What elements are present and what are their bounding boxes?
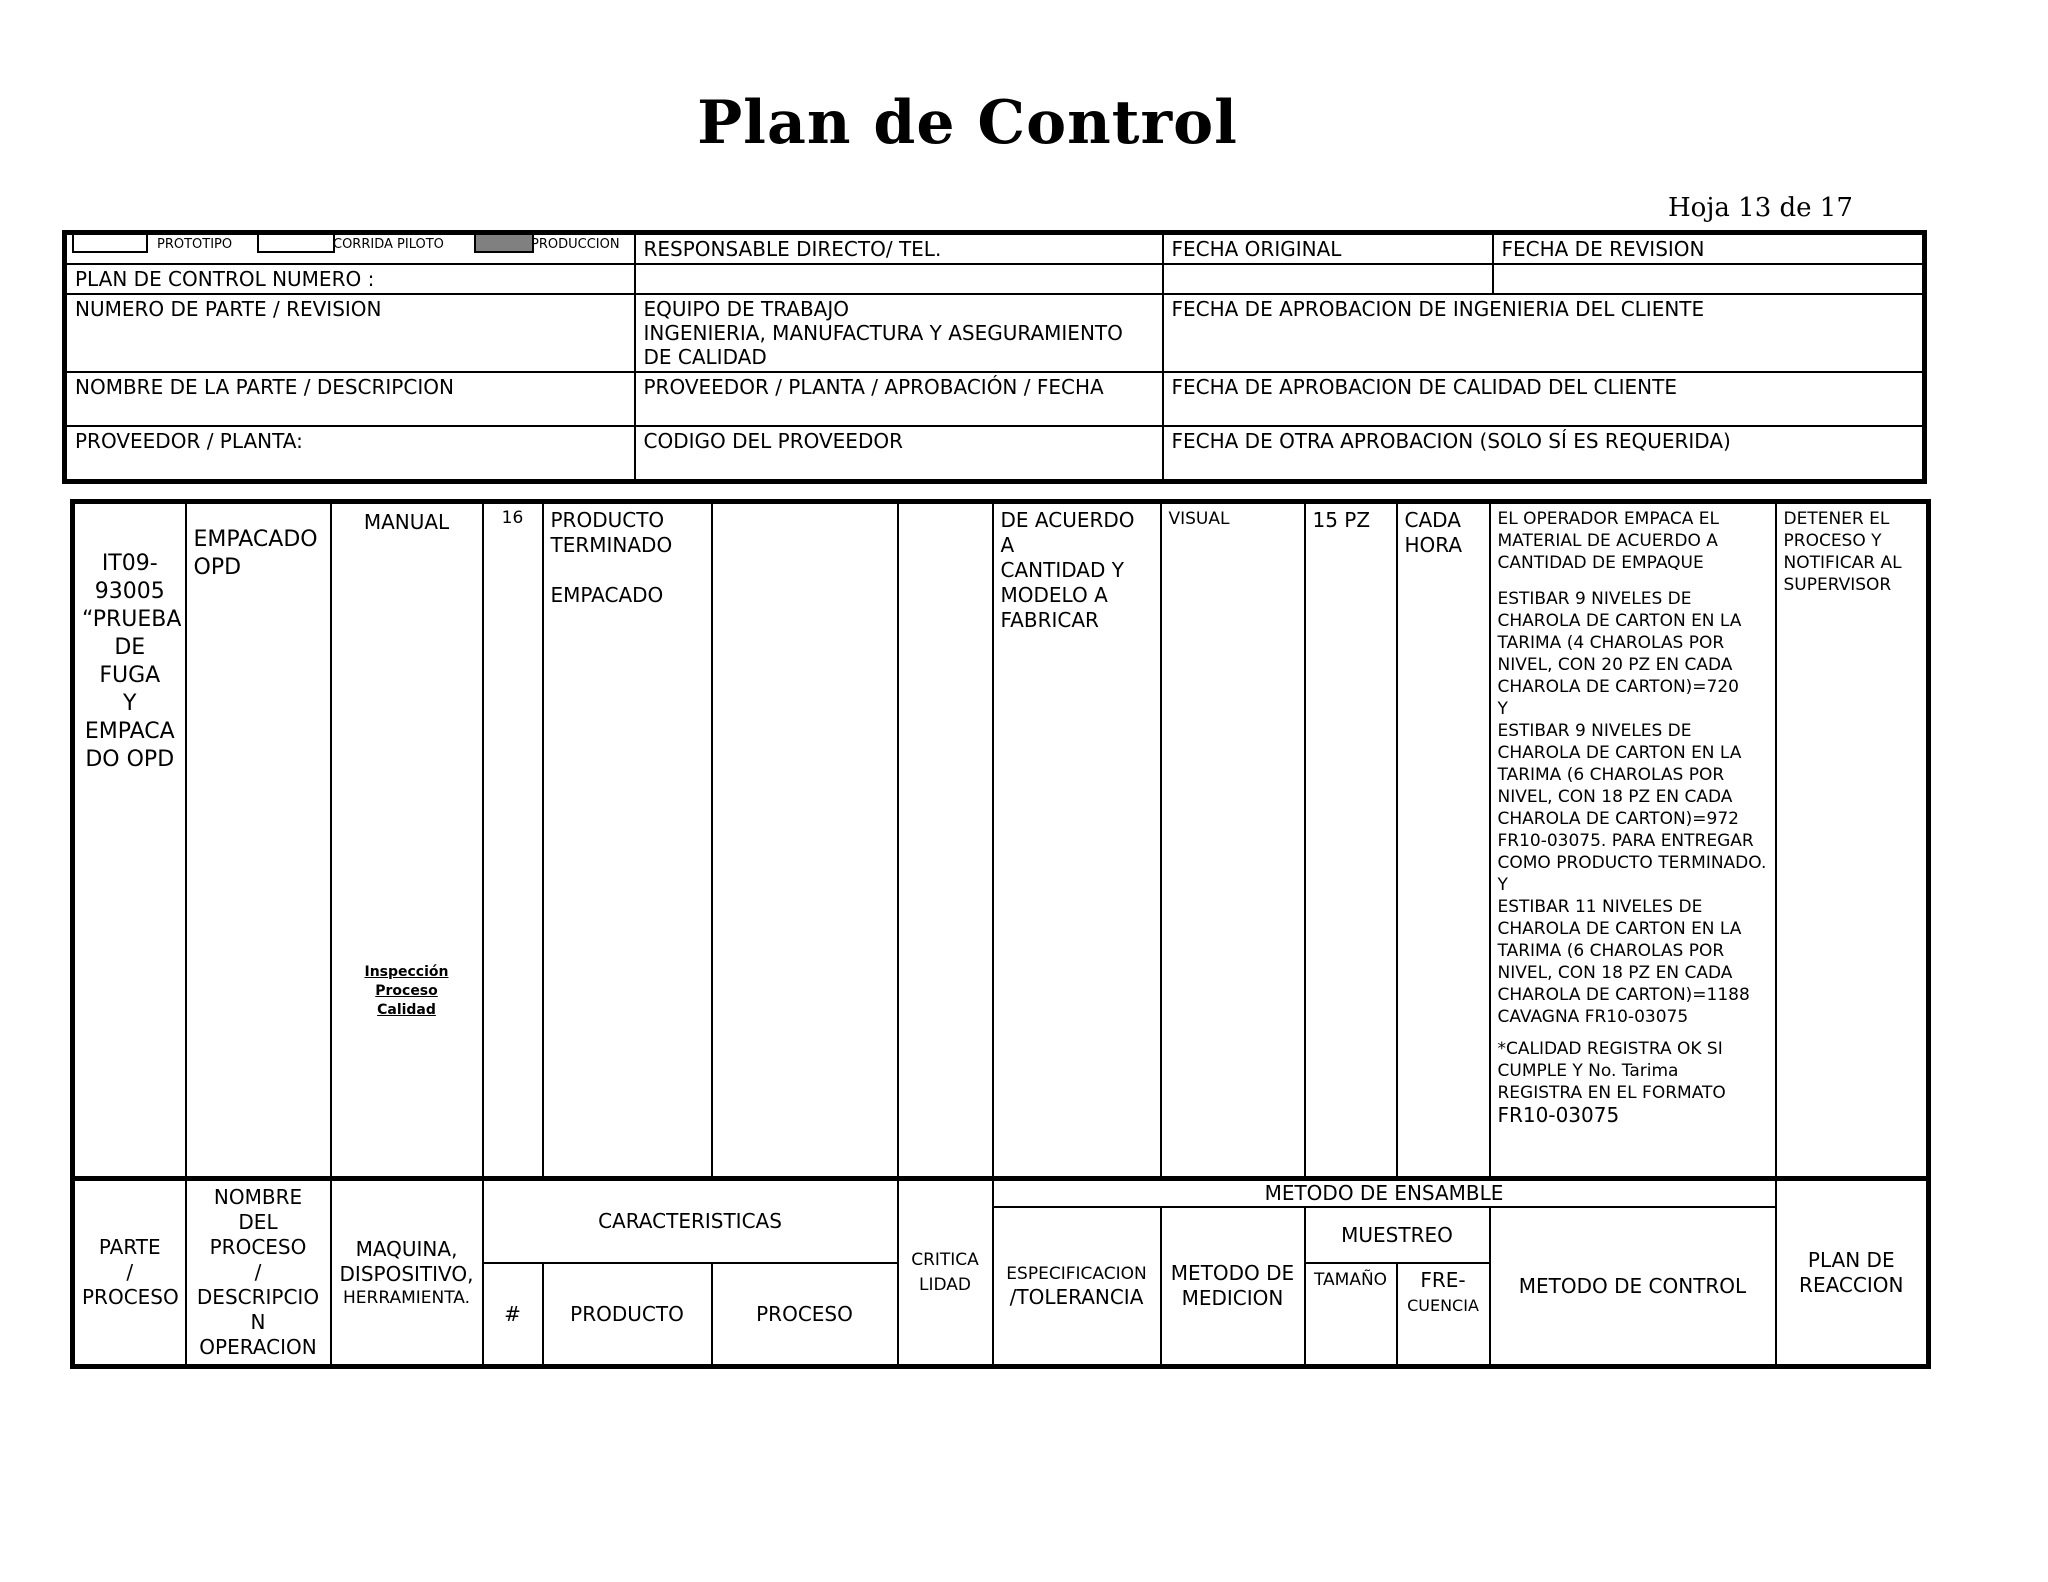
production-checkbox[interactable] (474, 235, 534, 253)
col-especificacion (993, 1207, 1161, 1367)
fecha-original-value (1163, 264, 1493, 294)
metodo-medicion-value: VISUAL (1161, 502, 1305, 1179)
sheet-number: Hoja 13 de 17 (1668, 193, 1853, 223)
metodo-control-text-1: EL OPERADOR EMPACA EL MATERIAL DE ACUERDO A CANTIDAD DE EMPAQUE (1497, 509, 1719, 573)
col-nombre-proceso: NOMBRE DEL PROCESO / DESCRIPCIO N OPERACION (186, 1179, 331, 1367)
production-label: PRODUCCION (531, 237, 620, 252)
tamano-value: 15 PZ (1305, 502, 1397, 1179)
metodo-control-cell (1490, 502, 1776, 1179)
col-frecuencia (1397, 1263, 1490, 1367)
frecuencia-value: CADA HORA (1397, 502, 1490, 1179)
col-tamano: TAMAÑO (1305, 1263, 1397, 1367)
document-type-selector (65, 233, 635, 265)
col-caracteristicas: CARACTERISTICAS (483, 1179, 898, 1264)
prototype-label: PROTOTIPO (157, 237, 233, 252)
metodo-control-text-3: *CALIDAD REGISTRA OK SI CUMPLE Y No. Tarima REGISTRA EN EL FORMATO (1497, 1039, 1726, 1103)
proveedor-aprob-cell: PROVEEDOR / PLANTA / APROBACIÓN / FECHA (635, 372, 1163, 426)
control-plan-table (70, 499, 1931, 1369)
proveedor-planta-cell: PROVEEDOR / PLANTA: (65, 426, 635, 482)
inspeccion-label: Inspección Proceso Calidad (364, 964, 449, 1018)
col-tolerancia-label: /TOLERANCIA (1009, 1284, 1144, 1309)
proceso-value (712, 502, 898, 1179)
col-proceso: PROCESO (712, 1263, 898, 1367)
numero-parte-cell: NUMERO DE PARTE / REVISION (65, 294, 635, 372)
col-metodo-ensamble: METODO DE ENSAMBLE (993, 1179, 1776, 1208)
fecha-revision-cell: FECHA DE REVISION (1493, 233, 1925, 265)
col-criticidad: CRITICA LIDAD (898, 1179, 993, 1367)
pilot-run-checkbox[interactable] (257, 235, 335, 253)
col-muestreo: MUESTREO (1305, 1207, 1490, 1263)
producto-value: PRODUCTO TERMINADO EMPACADO (543, 502, 712, 1179)
maquina-cell (331, 502, 483, 1179)
col-parte-proceso: PARTE / PROCESO (73, 1179, 186, 1367)
responsable-value (635, 264, 1163, 294)
parte-proceso-value: IT09- 93005 “PRUEBA DE FUGA Y EMPACA DO OPD (73, 502, 186, 1179)
nombre-parte-cell: NOMBRE DE LA PARTE / DESCRIPCION (65, 372, 635, 426)
maquina-value: MANUAL (363, 510, 450, 534)
col-herramienta-label: HERRAMIENTA. (342, 1287, 471, 1308)
col-frecuencia-label: FRE- (1420, 1268, 1466, 1292)
col-cuencia-label: CUENCIA (1407, 1296, 1479, 1315)
equipo-cell: EQUIPO DE TRABAJO INGENIERIA, MANUFACTURA Y ASEGURAMIENTO DE CALIDAD (635, 294, 1163, 372)
header-table (62, 230, 1927, 484)
fecha-revision-value (1493, 264, 1925, 294)
col-especificacion-label: ESPECIFICACION (1006, 1263, 1147, 1284)
fecha-aprob-cal-cell: FECHA DE APROBACION DE CALIDAD DEL CLIENTE (1163, 372, 1925, 426)
col-maquina-label: MAQUINA, DISPOSITIVO, (339, 1236, 474, 1286)
page-title: Plan de Control (697, 88, 1238, 158)
metodo-control-format-code: FR10-03075 (1497, 1103, 1620, 1127)
responsable-cell: RESPONSABLE DIRECTO/ TEL. (635, 233, 1163, 265)
plan-numero-cell: PLAN DE CONTROL NUMERO : (65, 264, 635, 294)
col-plan-reaccion: PLAN DE REACCION (1776, 1179, 1929, 1367)
fecha-aprob-ing-cell: FECHA DE APROBACION DE INGENIERIA DEL CLIENTE (1163, 294, 1925, 372)
col-metodo-control: METODO DE CONTROL (1490, 1207, 1776, 1367)
numero-value: 16 (483, 502, 543, 1179)
codigo-proveedor-cell: CODIGO DEL PROVEEDOR (635, 426, 1163, 482)
fecha-original-cell: FECHA ORIGINAL (1163, 233, 1493, 265)
table-row (73, 502, 1929, 1179)
plan-reaccion-value: DETENER EL PROCESO Y NOTIFICAR AL SUPERVISOR (1776, 502, 1929, 1179)
col-metodo-medicion: METODO DE MEDICION (1161, 1207, 1305, 1367)
prototype-checkbox[interactable] (72, 235, 148, 253)
criticidad-value (898, 502, 993, 1179)
col-maquina (331, 1179, 483, 1367)
col-producto: PRODUCTO (543, 1263, 712, 1367)
fecha-otra-cell: FECHA DE OTRA APROBACION (SOLO SÍ ES REQUERIDA) (1163, 426, 1925, 482)
col-numero: # (483, 1263, 543, 1367)
especificacion-value: DE ACUERDO A CANTIDAD Y MODELO A FABRICAR (993, 502, 1161, 1179)
column-header-row-1 (73, 1179, 1929, 1208)
pilot-run-label: CORRIDA PILOTO (333, 237, 444, 252)
nombre-proceso-value: EMPACADO OPD (186, 502, 331, 1179)
metodo-control-text-2: ESTIBAR 9 NIVELES DE CHAROLA DE CARTON EN LA TARIMA (4 CHAROLAS POR NIVEL, CON 20 PZ EN CADA CHAROLA DE CARTON)=720 Y ESTIBAR 9 NIVELES DE CHAROLA DE CARTON EN LA TARIMA (6 CHAROLAS POR NIVEL, CON 18 PZ EN CADA CHAROLA DE CARTON)=972 FR10-03075. PARA ENTREGAR COMO PRODUCTO TERMINADO. Y ESTIBAR 11 NIVELES DE CHAROLA DE CARTON EN LA TARIMA (6 CHAROLAS POR NIVEL, CON 18 PZ EN CADA CHAROLA DE CARTON)=1188 CAVAGNA FR10-03075 (1497, 589, 1767, 1027)
